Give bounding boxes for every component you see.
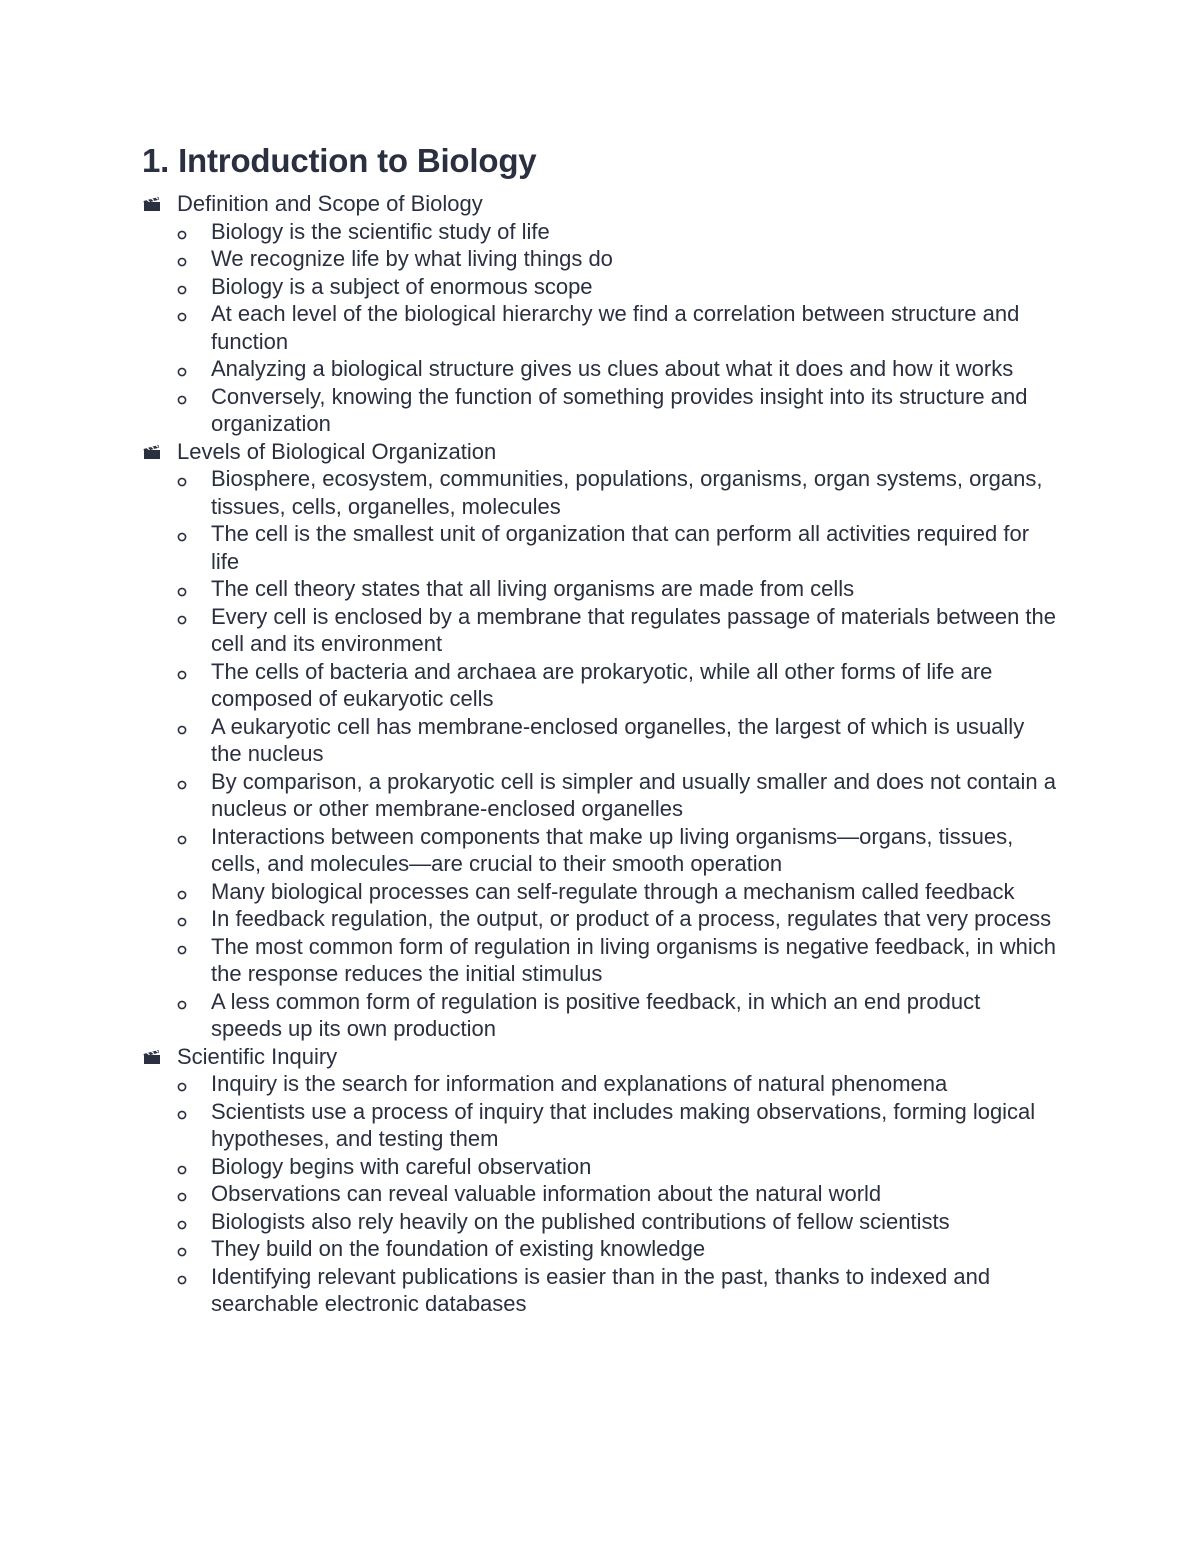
circle-bullet-icon [177, 670, 187, 680]
list-item: Scientists use a process of inquiry that includes making observations, forming logical hypotheses, and testing them [142, 1098, 1057, 1153]
section-definition-scope [142, 190, 1057, 438]
list-item: We recognize life by what living things do [142, 245, 1057, 273]
list-item: At each level of the biological hierarchy we find a correlation between structure and function [142, 300, 1057, 355]
section-heading-label: Levels of Biological Organization [177, 438, 497, 464]
list-item: A less common form of regulation is positive feedback, in which an end product speeds up its own production [142, 988, 1057, 1043]
circle-bullet-icon [177, 1165, 187, 1175]
bullet-list [142, 465, 1057, 1043]
list-item: The cell theory states that all living organisms are made from cells [142, 575, 1057, 603]
section-heading [142, 1043, 1057, 1071]
circle-bullet-icon [177, 1275, 187, 1285]
circle-bullet-icon [177, 945, 187, 955]
bullet-list [142, 218, 1057, 438]
circle-bullet-icon [177, 1110, 187, 1120]
clapperboard-icon [142, 444, 162, 460]
circle-bullet-icon [177, 395, 187, 405]
circle-bullet-icon [177, 285, 187, 295]
clapperboard-icon [142, 1049, 162, 1065]
clapperboard-icon [142, 196, 162, 212]
list-item: Analyzing a biological structure gives us clues about what it does and how it works [142, 355, 1057, 383]
list-item: Conversely, knowing the function of something provides insight into its structure and organization [142, 383, 1057, 438]
list-item: Biologists also rely heavily on the published contributions of fellow scientists [142, 1208, 1057, 1236]
circle-bullet-icon [177, 257, 187, 267]
list-item: The most common form of regulation in living organisms is negative feedback, in which the response reduces the initial stimulus [142, 933, 1057, 988]
circle-bullet-icon [177, 1082, 187, 1092]
circle-bullet-icon [177, 1247, 187, 1257]
circle-bullet-icon [177, 477, 187, 487]
section-heading [142, 438, 1057, 466]
circle-bullet-icon [177, 532, 187, 542]
circle-bullet-icon [177, 835, 187, 845]
section-scientific-inquiry [142, 1043, 1057, 1318]
list-item: The cell is the smallest unit of organization that can perform all activities required for life [142, 520, 1057, 575]
circle-bullet-icon [177, 587, 187, 597]
bullet-list [142, 1070, 1057, 1318]
circle-bullet-icon [177, 725, 187, 735]
list-item: They build on the foundation of existing knowledge [142, 1235, 1057, 1263]
list-item: Many biological processes can self-regulate through a mechanism called feedback [142, 878, 1057, 906]
list-item: Interactions between components that make up living organisms—organs, tissues, cells, and molecules—are crucial to their smooth operation [142, 823, 1057, 878]
circle-bullet-icon [177, 230, 187, 240]
list-item: Biology begins with careful observation [142, 1153, 1057, 1181]
section-heading-label: Definition and Scope of Biology [177, 191, 483, 216]
section-heading [142, 190, 1057, 218]
list-item: A eukaryotic cell has membrane-enclosed organelles, the largest of which is usually the nucleus [142, 713, 1057, 768]
document-body [142, 140, 1057, 1318]
list-item: The cells of bacteria and archaea are prokaryotic, while all other forms of life are composed of eukaryotic cells [142, 658, 1057, 713]
list-item: Observations can reveal valuable information about the natural world [142, 1180, 1057, 1208]
list-item: Biology is a subject of enormous scope [142, 273, 1057, 301]
circle-bullet-icon [177, 615, 187, 625]
circle-bullet-icon [177, 312, 187, 322]
list-item: In feedback regulation, the output, or product of a process, regulates that very process [142, 905, 1057, 933]
circle-bullet-icon [177, 917, 187, 927]
list-item: Every cell is enclosed by a membrane that regulates passage of materials between the cell and its environment [142, 603, 1057, 658]
circle-bullet-icon [177, 780, 187, 790]
list-item: Identifying relevant publications is easier than in the past, thanks to indexed and searchable electronic databases [142, 1263, 1057, 1318]
circle-bullet-icon [177, 1192, 187, 1202]
section-heading-label: Scientific Inquiry [177, 1043, 338, 1069]
circle-bullet-icon [177, 367, 187, 377]
list-item: Biosphere, ecosystem, communities, populations, organisms, organ systems, organs, tissues, cells, organelles, molecules [142, 465, 1057, 520]
circle-bullet-icon [177, 1000, 187, 1010]
list-item: By comparison, a prokaryotic cell is simpler and usually smaller and does not contain a nucleus or other membrane-enclosed organelles [142, 768, 1057, 823]
circle-bullet-icon [177, 890, 187, 900]
list-item: Inquiry is the search for information and explanations of natural phenomena [142, 1070, 1057, 1098]
page-title: 1. Introduction to Biology [142, 142, 537, 179]
list-item: Biology is the scientific study of life [142, 218, 1057, 246]
section-levels-organization [142, 438, 1057, 1043]
circle-bullet-icon [177, 1220, 187, 1230]
